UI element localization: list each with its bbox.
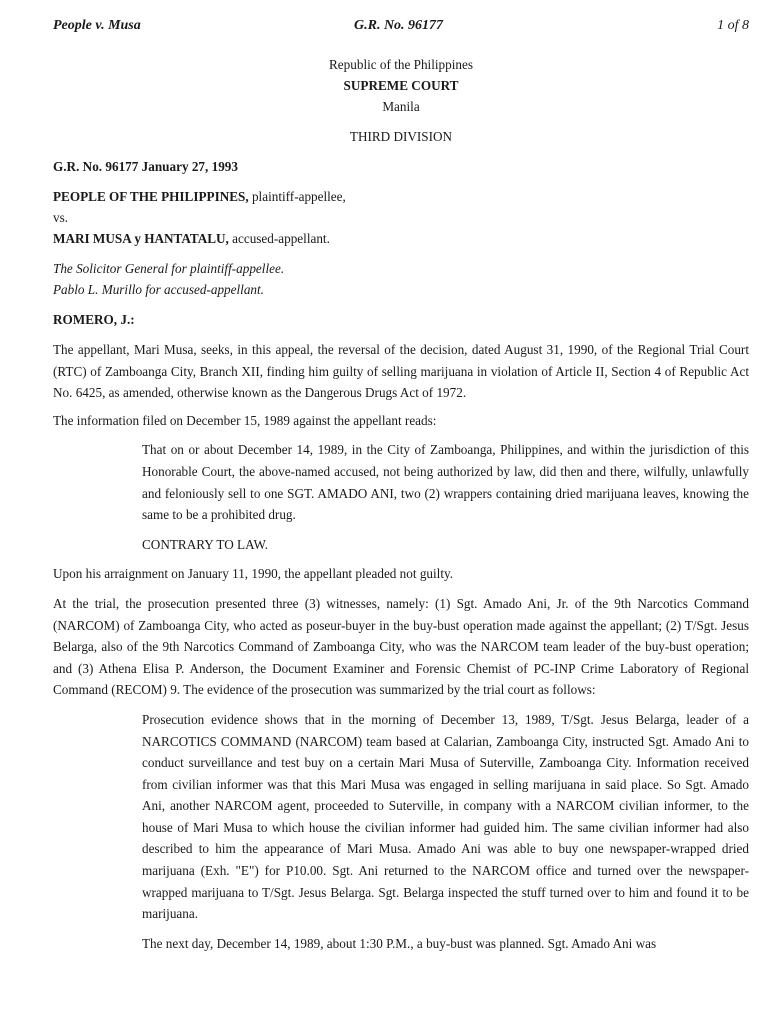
accused-line: [53, 228, 749, 249]
quote-buy-bust: The next day, December 14, 1989, about 1:30 P.M., a buy-bust was planned. Sgt. Amado Ani was: [142, 935, 657, 951]
plaintiff-line: [53, 186, 749, 207]
quote-information: That on or about December 14, 1989, in the City of Zamboanga, Philippines, and within the jurisdiction of this Honorable Court, the above-named accused, not being authorized by law, did then and there, wilfully, unlawfully and feloniously sell to one SGT. AMADO ANI, two (2) wrappers containing dried marijuana leaves, knowing the same to be a prohibited drug.: [142, 442, 749, 523]
court-name: SUPREME COURT: [343, 78, 459, 93]
accused-name: MARI MUSA y HANTATALU,: [53, 231, 229, 246]
counsel-accused: Pablo L. Murillo for accused-appellant.: [53, 282, 264, 297]
counsel-plaintiff: The Solicitor General for plaintiff-appellee.: [53, 261, 285, 276]
paragraph-appeal: The appellant, Mari Musa, seeks, in this appeal, the reversal of the decision, dated August 31, 1990, of the Regional Trial Court (RTC) of Zamboanga City, Branch XII, finding him guilty of selling marijuana in violation of Article II, Section 4 of Republic Act No. 6425, as amended, otherwise known as the Dangerous Drugs Act of 1972.: [53, 342, 749, 401]
versus-line: vs.: [53, 210, 69, 225]
running-header-gr-number: G.R. No. 96177: [354, 18, 444, 33]
document-body: [53, 54, 749, 954]
paragraph-witnesses: At the trial, the prosecution presented three (3) witnesses, namely: (1) Sgt. Amado Ani, Jr. of the 9th Narcotics Command (NARCOM) of Zamboanga City, who acted as poseur-buyer in the buy-bust operation made against the appellant; (2) T/Sgt. Jesus Belarga, also of the 9th Narcotics Command of Zamboanga City, who was the NARCOM team leader of the buy-bust operation; and (3) Athena Elisa P. Anderson, the Document Examiner and Forensic Chemist of PC-INP Crime Laboratory of Regional Command (RECOM) 9. The evidence of the prosecution was summarized by the trial court as follows:: [53, 595, 749, 698]
paragraph-information: The information filed on December 15, 1989 against the appellant reads:: [53, 412, 437, 428]
docket-line: G.R. No. 96177 January 27, 1993: [53, 159, 238, 174]
quote-contrary-to-law: CONTRARY TO LAW.: [142, 536, 269, 552]
republic-line: Republic of the Philippines: [329, 57, 473, 72]
plaintiff-name: PEOPLE OF THE PHILIPPINES,: [53, 189, 249, 204]
page-indicator: 1 of 8: [717, 18, 749, 33]
running-header-case-name: People v. Musa: [53, 18, 141, 33]
paragraph-arraignment: Upon his arraignment on January 11, 1990, the appellant pleaded not guilty.: [53, 566, 454, 582]
division-title: THIRD DIVISION: [349, 129, 453, 144]
court-city: Manila: [382, 99, 420, 114]
quote-prosecution-evidence: Prosecution evidence shows that in the morning of December 13, 1989, T/Sgt. Jesus Belarga, leader of a NARCOTICS COMMAND (NARCOM) team based at Calarian, Zamboanga City, instructed Sgt. Amado Ani to conduct surveillance and test buy on a certain Mari Musa of Suterville, Zamboanga City. Information received from civilian informer was that this Mari Musa was engaged in selling marijuana in said place. So Sgt. Amado Ani, another NARCOM agent, proceeded to Suterville, in company with a NARCOM civilian informer, to the house of Mari Musa to which house the civilian informer had guided him. The same civilian informer had also described to him the appearance of Mari Musa. Amado Ani was able to buy one newspaper-wrapped dried marijuana (Exh. "E") for P10.00. Sgt. Ani returned to the NARCOM office and turned over the newspaper-wrapped marijuana to T/Sgt. Jesus Belarga. Sgt. Belarga inspected the stuff turned over to him and found it to be marijuana.: [142, 711, 749, 922]
plaintiff-role: plaintiff-appellee,: [248, 189, 346, 204]
accused-role: accused-appellant.: [228, 231, 330, 246]
ponente: ROMERO, J.:: [53, 312, 135, 327]
